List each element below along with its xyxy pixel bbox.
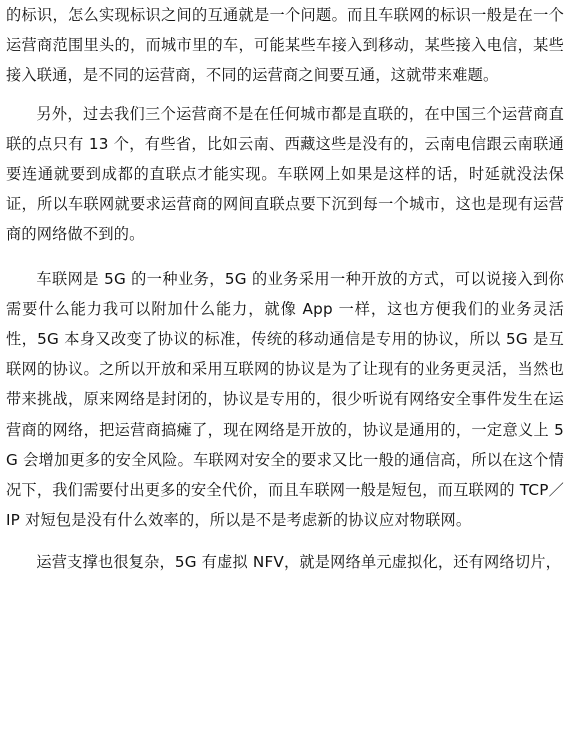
paragraph-3: 车联网是 5G 的一种业务，5G 的业务采用一种开放的方式，可以说接入到你需要什么能力我可以附加什么能力，就像 App 一样，这也方便我们的业务灵活性，5G 本身又改变了协议的标准，传统的移动通信是专用的协议，所以 5G 是互联网的协议。之所以开放和采用互联网的协议是为了让现有的业务更灵活，当然也带来挑战，原来网络是封闭的，协议是专用的，很少听说有网络安全事件发生在运营商的网络，把运营商搞瘫了，现在网络是开放的，协议是通用的，一定意义上 5G 会增加更多的安全风险。车联网对安全的要求又比一般的通信高，所以在这个情况下，我们需要付出更多的安全代价，而且车联网一般是短包，而互联网的 TCP／IP 对短包是没有什么效率的，所以是不是考虑新的协议应对物联网。 (6, 269, 564, 530)
paragraph-2: 另外，过去我们三个运营商不是在任何城市都是直联的，在中国三个运营商直联的点只有 13 个，有些省，比如云南、西藏这些是没有的，云南电信跟云南联通要连通就要到成都的直联点才能实现。车联网上如果是这样的话，时延就没法保证，所以车联网就要求运营商的网间直联点要下沉到每一个城市，这也是现有运营商的网络做不到的。 (6, 104, 564, 244)
paragraph-4: 运营支撑也很复杂，5G 有虚拟 NFV，就是网络单元虚拟化，还有网络切片， (36, 553, 561, 572)
paragraph-1: 的标识，怎么实现标识之间的互通就是一个问题。而且车联网的标识一般是在一个运营商范围里头的，而城市里的车，可能某些车接入到移动，某些接入电信，某些接入联通，是不同的运营商，不同的运营商之间要互通，这就带来难题。 (6, 6, 564, 85)
article-body (6, 0, 564, 578)
